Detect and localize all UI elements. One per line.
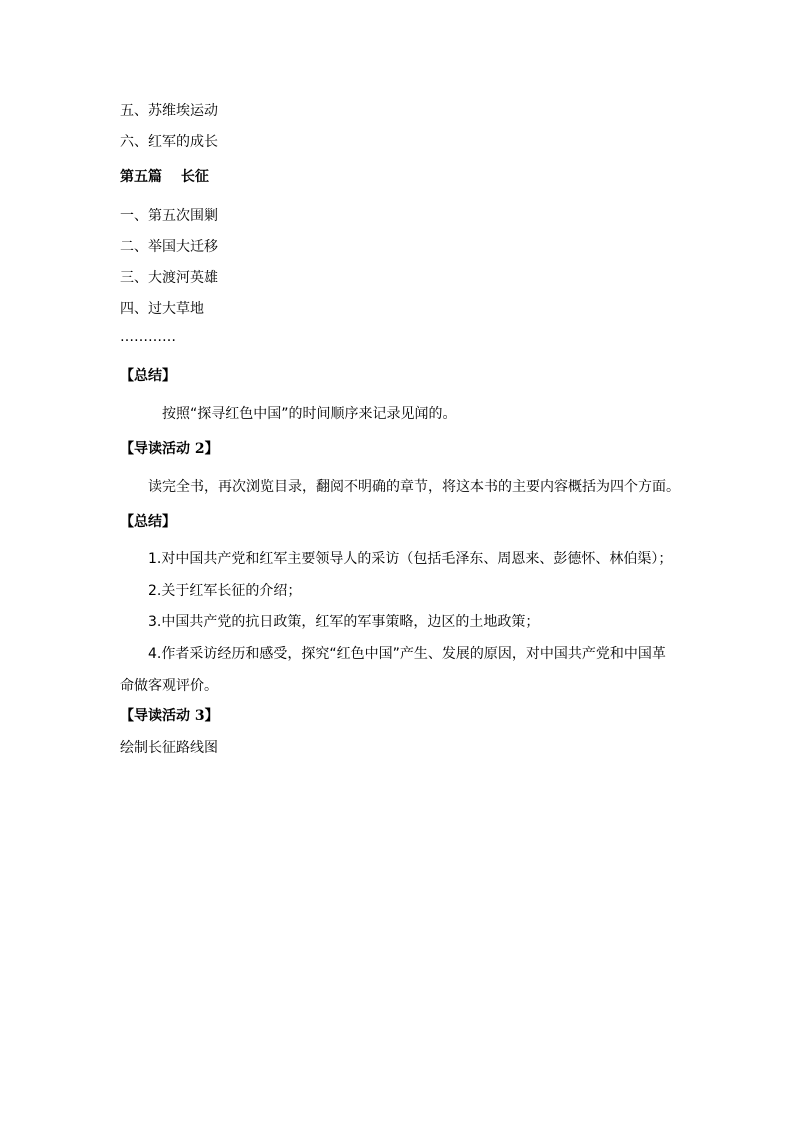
activity-text: 绘制长征路线图 bbox=[120, 740, 218, 756]
summary-item: 3.中国共产党的抗日政策，红军的军事策略，边区的土地政策； bbox=[148, 614, 540, 630]
summary-heading: 【总结】 bbox=[120, 514, 176, 530]
activity-heading: 【导读活动 2】 bbox=[120, 441, 219, 457]
list-item: 五、苏维埃运动 bbox=[120, 103, 218, 119]
ellipsis: ………… bbox=[120, 329, 176, 345]
list-item: 四、过大草地 bbox=[120, 301, 204, 317]
section-title: 第五篇 长征 bbox=[120, 169, 209, 185]
activity-text: 读完全书，再次浏览目录，翻阅不明确的章节，将这本书的主要内容概括为四个方面。 bbox=[148, 479, 680, 495]
summary-text: 按照“探寻红色中国”的时间顺序来记录见闻的。 bbox=[162, 406, 457, 422]
activity-heading: 【导读活动 3】 bbox=[120, 708, 219, 724]
summary-heading: 【总结】 bbox=[120, 368, 176, 384]
summary-item-continuation: 命做客观评价。 bbox=[120, 678, 218, 694]
list-item: 三、大渡河英雄 bbox=[120, 270, 218, 286]
list-item: 六、红军的成长 bbox=[120, 134, 218, 150]
summary-item: 2.关于红军长征的介绍； bbox=[148, 583, 302, 599]
summary-item: 4.作者采访经历和感受，探究“红色中国”产生、发展的原因，对中国共产党和中国革 bbox=[148, 646, 666, 662]
list-item: 一、第五次围剿 bbox=[120, 208, 218, 224]
list-item: 二、举国大迁移 bbox=[120, 239, 218, 255]
summary-item: 1.对中国共产党和红军主要领导人的采访（包括毛泽东、周恩来、彭德怀、林伯渠）； bbox=[148, 551, 673, 567]
